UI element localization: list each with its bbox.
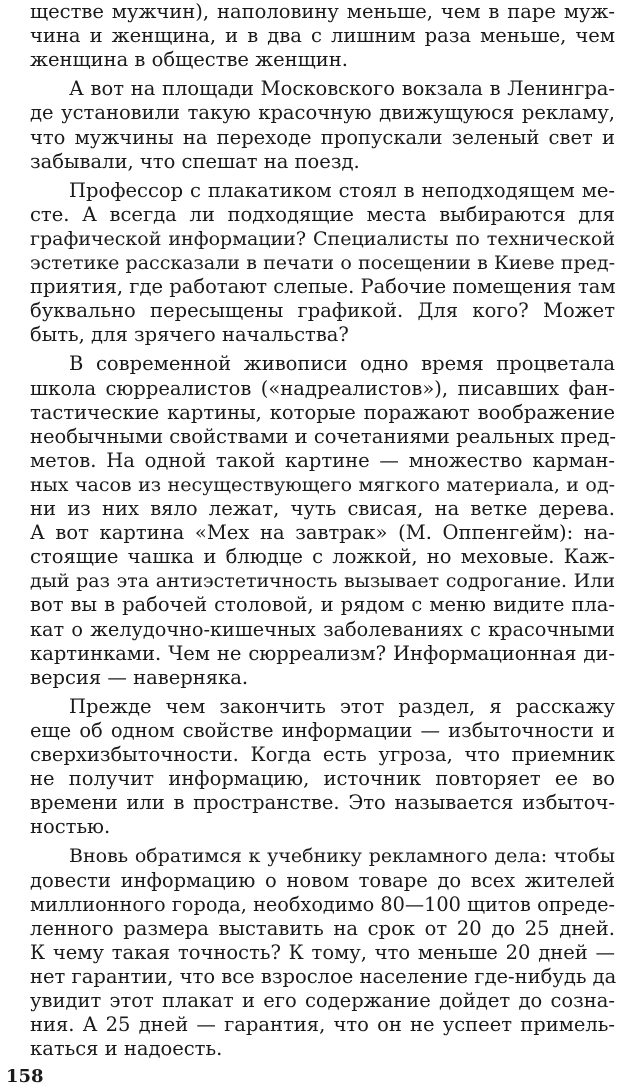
text-line: каться и надоесть. [30,1037,223,1061]
text-line: ленного размера выставить на срок от 20 до 25 дней. [30,916,615,940]
text-line: А вот на площади Московского вокзала в Ленингра- [69,77,615,101]
text-line: дый раз эта антиэстетичность вызывает содрогание. Или [30,570,615,593]
text-line: ния. А 25 дней — гарантия, что он не успеет примель- [30,1013,615,1037]
text-line: ществе мужчин), наполовину меньше, чем в паре муж- [30,0,615,23]
text-line: необычными свойствами и сочетаниями реальных пред- [30,424,616,448]
text-line: довести информацию о новом товаре до всех жителей [30,868,615,892]
text-line: ни из них вяло лежат, чуть свисая, на ветке дерева. [30,497,615,520]
text-line: сте. А всегда ли подходящие места выбираются для [30,202,615,226]
text-line: что мужчины на переходе пропускали зеленый свет и [30,125,615,149]
text-line: еще об одном свойстве информации — избыточности и [30,718,615,742]
text-line: графической информации? Специалисты по технической [30,227,615,250]
text-line: женщина в обществе женщин. [30,48,348,72]
text-line: увидит этот плакат и его содержание дойдет до созна- [30,989,615,1012]
text-line: забывали, что спешат на поезд. [30,149,360,173]
text-line: К чему такая точность? К тому, что меньше 20 дней — [30,940,615,964]
text-line: Профессор с плакатиком стоял в неподходящем ме- [69,178,615,202]
text-line: приятия, где работают слепые. Рабочие помещения там [30,275,616,299]
text-line: миллионного города, необходимо 80—100 щитов опреде- [30,892,615,916]
text-line: не получит информацию, источник повторяет ее во [30,767,615,791]
text-line: нет гарантии, что все взрослое население где-нибудь да [30,964,617,988]
text-line: быть, для зрячего начальства? [30,323,349,347]
text-line: ных часов из несуществующего мягкого материала, и од- [30,473,615,496]
text-line: стоящие чашка и блюдце с ложкой, но меховые. Каж- [30,545,615,569]
text-line: де установили такую красочную движущуюся рекламу, [30,101,615,125]
text-line: тастические картины, которые поражают воображение [30,400,615,424]
text-line: ностью. [30,815,111,839]
text-line: А вот картина «Мех на завтрак» (М. Оппенгейм): на- [30,521,615,545]
text-line: вот вы в рабочей столовой, и рядом с меню видите пла- [30,593,615,617]
text-line: школа сюрреалистов («надреалистов»), писавших фан- [30,376,615,400]
text-line: буквально пересыщены графикой. Для кого? Может [30,299,615,323]
text-line: эстетике рассказали в печати о посещении в Киеве пред- [30,252,615,274]
page-number: 158 [6,1066,44,1088]
text-line: В современной живописи одно время процветала [69,352,615,376]
text-line: сверхизбыточности. Когда есть угроза, что приемник [30,743,615,766]
text-line: Вновь обратимся к учебнику рекламного дела: чтобы [69,845,615,868]
text-line: картинками. Чем не сюрреализм? Информационная ди- [30,641,615,665]
text-line: версия — наверняка. [30,665,249,689]
text-line: Прежде чем закончить этот раздел, я расскажу [69,694,615,718]
text-line: кат о желудочно-кишечных заболеваниях с красочными [30,617,615,641]
text-line: чина и женщина, и в два с лишним раза меньше, чем [30,24,615,48]
text-line: времени или в пространстве. Это называется избыточ- [30,791,615,815]
text-line: метов. На одной такой картине — множество карман- [30,448,615,472]
